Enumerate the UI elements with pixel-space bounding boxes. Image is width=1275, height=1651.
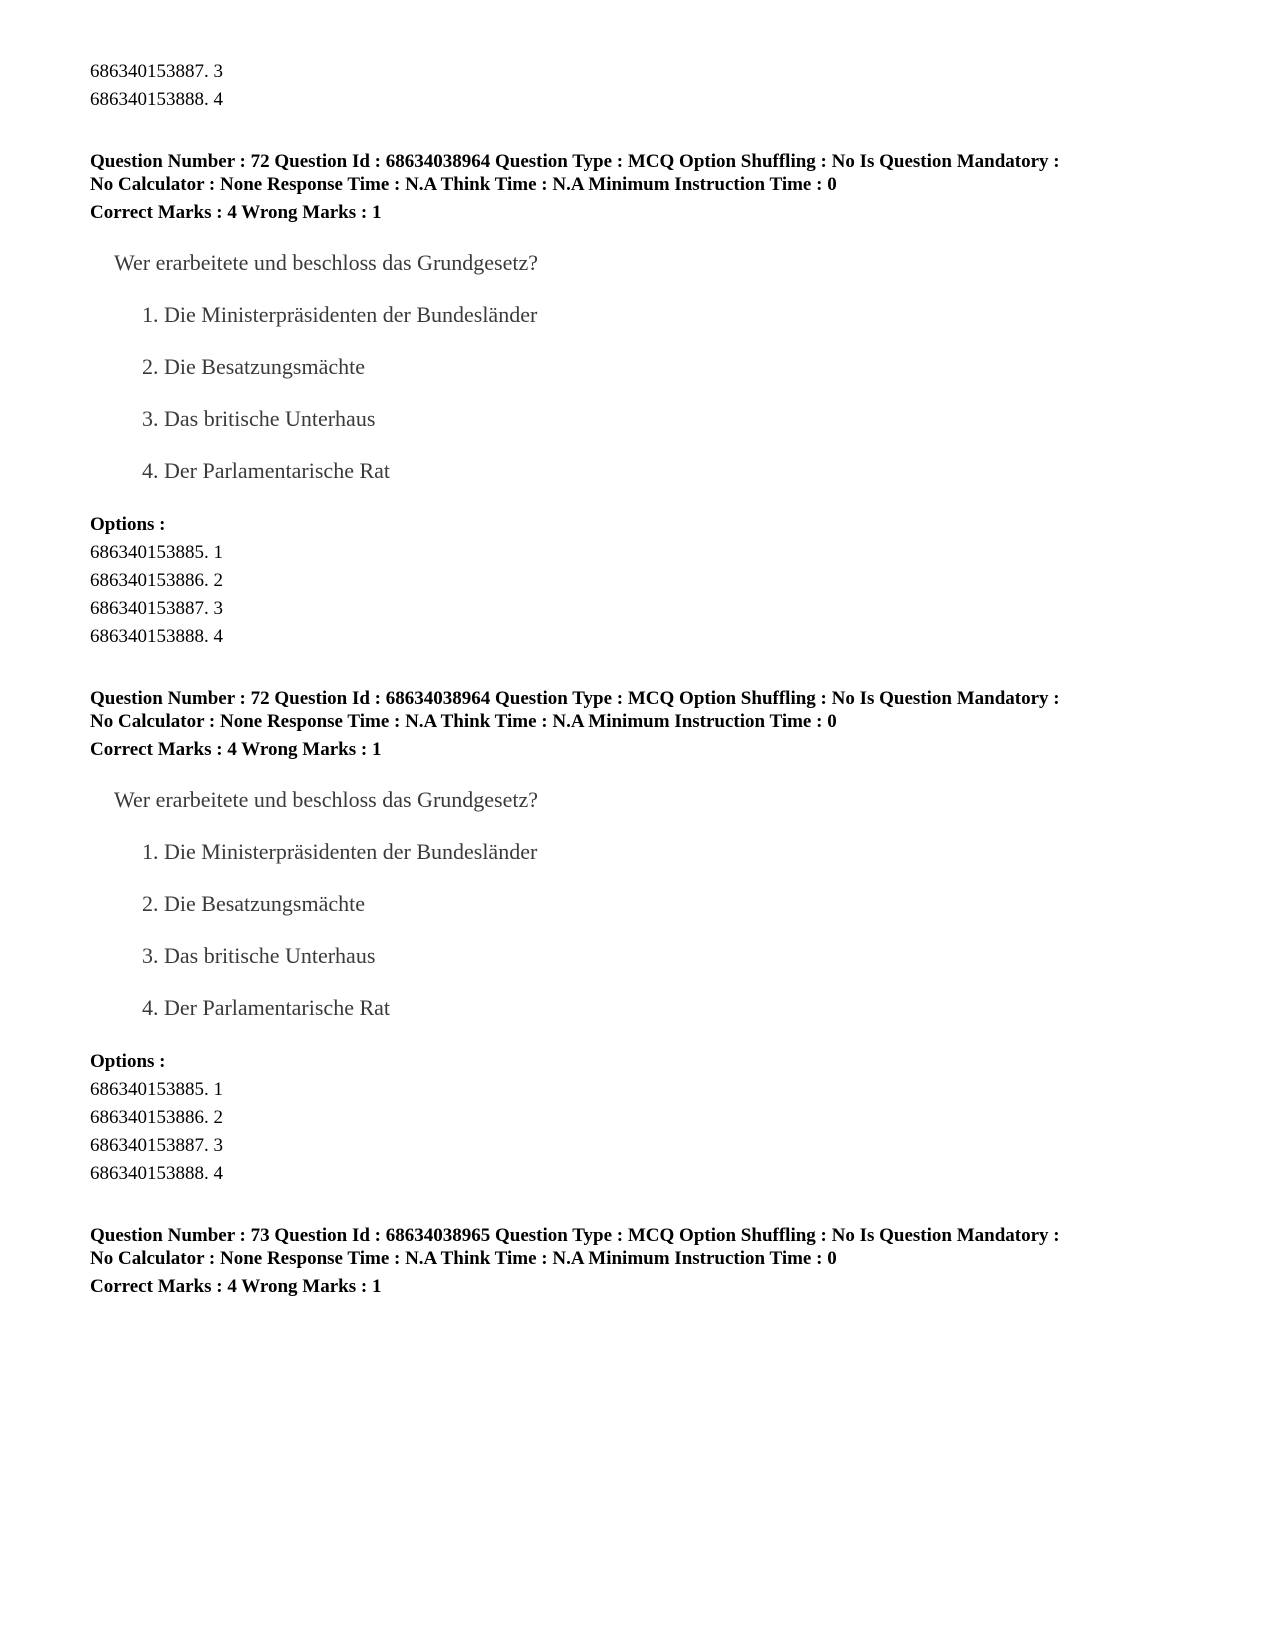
top-options-list [90, 58, 1200, 114]
question-block-3 [90, 1224, 1200, 1301]
option-id-line: 686340153888. 4 [90, 89, 223, 110]
option-id-line: 686340153887. 3 [90, 598, 223, 619]
option-id-line: 686340153886. 2 [90, 1107, 223, 1128]
question-header-line2: No Calculator : None Response Time : N.A Think Time : N.A Minimum Instruction Time : 0 [90, 1248, 837, 1269]
question-header-line1: Question Number : 73 Question Id : 68634038965 Question Type : MCQ Option Shuffling : No Is Question Mandatory : [90, 1225, 1060, 1246]
question-text: Wer erarbeitete und beschloss das Grundgesetz? [114, 250, 539, 275]
option-id-line: 686340153886. 2 [90, 570, 223, 591]
option-id-line: 686340153888. 4 [90, 626, 223, 647]
question-header-line1: Question Number : 72 Question Id : 68634038964 Question Type : MCQ Option Shuffling : No Is Question Mandatory : [90, 151, 1060, 172]
question-choice-4: 4. Der Parlamentarische Rat [142, 995, 391, 1020]
question-choice-2: 2. Die Besatzungsmächte [142, 891, 365, 916]
question-content [114, 774, 1200, 1034]
document-page [90, 58, 1200, 1301]
option-id-line: 686340153887. 3 [90, 61, 223, 82]
question-header-line2: No Calculator : None Response Time : N.A Think Time : N.A Minimum Instruction Time : 0 [90, 711, 837, 732]
question-text: Wer erarbeitete und beschloss das Grundgesetz? [114, 787, 539, 812]
question-choice-1: 1. Die Ministerpräsidenten der Bundesländer [142, 302, 538, 327]
question-header-line2: No Calculator : None Response Time : N.A Think Time : N.A Minimum Instruction Time : 0 [90, 174, 837, 195]
option-id-line: 686340153885. 1 [90, 542, 223, 563]
question-choice-2: 2. Die Besatzungsmächte [142, 354, 365, 379]
question-marks: Correct Marks : 4 Wrong Marks : 1 [90, 1276, 382, 1297]
question-choice-3: 3. Das britische Unterhaus [142, 406, 376, 431]
question-header-line1: Question Number : 72 Question Id : 68634038964 Question Type : MCQ Option Shuffling : No Is Question Mandatory : [90, 688, 1060, 709]
options-label: Options : [90, 514, 166, 535]
question-marks: Correct Marks : 4 Wrong Marks : 1 [90, 202, 382, 223]
option-id-line: 686340153887. 3 [90, 1135, 223, 1156]
question-choice-3: 3. Das britische Unterhaus [142, 943, 376, 968]
question-block-2 [90, 687, 1200, 1188]
option-id-line: 686340153885. 1 [90, 1079, 223, 1100]
question-marks: Correct Marks : 4 Wrong Marks : 1 [90, 739, 382, 760]
question-content [114, 237, 1200, 497]
option-id-line: 686340153888. 4 [90, 1163, 223, 1184]
question-choice-1: 1. Die Ministerpräsidenten der Bundesländer [142, 839, 538, 864]
options-label: Options : [90, 1051, 166, 1072]
question-choice-4: 4. Der Parlamentarische Rat [142, 458, 391, 483]
question-block-1 [90, 150, 1200, 651]
